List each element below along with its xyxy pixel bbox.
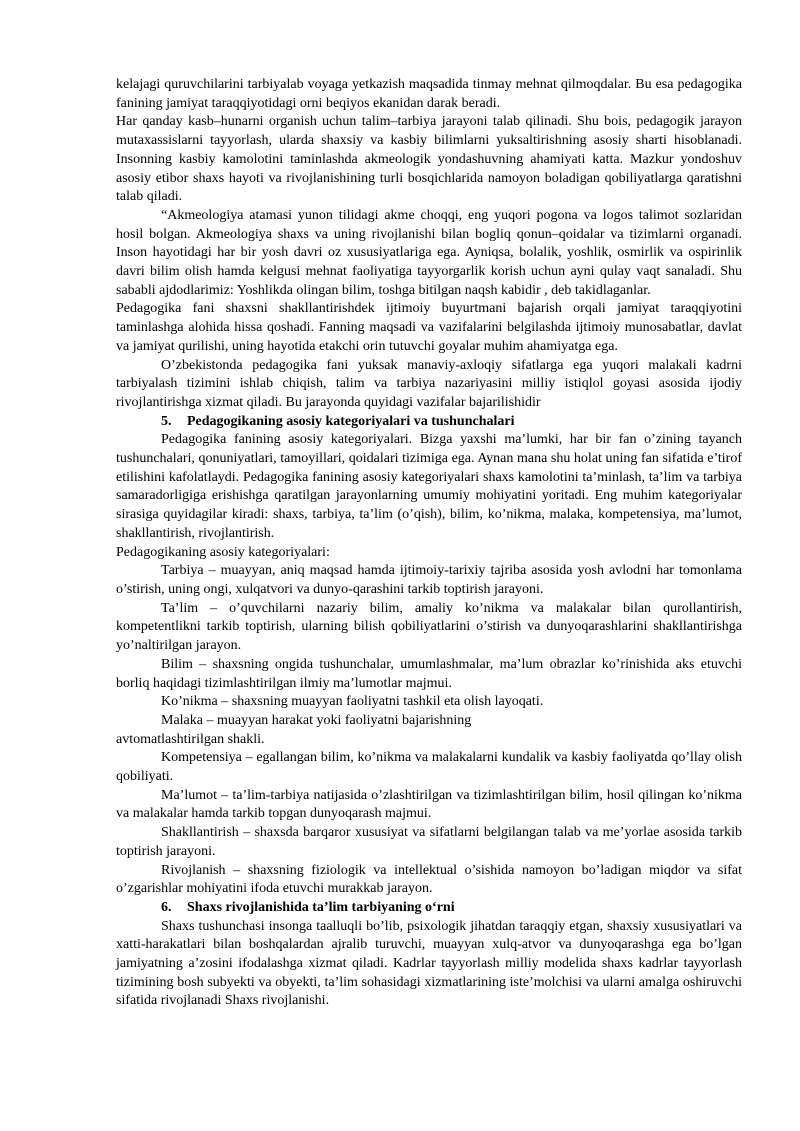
- definition-tarbiya: Tarbiya – muayyan, aniq maqsad hamda ijtimoiy-tarixiy tajriba asosida yosh avlodni har tomonlama o’stirish, uning ongi, xulqatvori va dunyo-qarashini tarkib toptirish jarayoni.: [116, 563, 742, 597]
- heading-number: 5.: [161, 413, 172, 429]
- document-page: [116, 76, 742, 1011]
- section-heading-6: [116, 899, 742, 918]
- definition-talim: Ta’lim – o’quvchilarni nazariy bilim, amaliy ko’nikma va malakalar bilan qurollantirish, kompetentlikni tarkib toptirish, ularning bilish qobiliyatlarini o’stirish va dunyoqarashlarini shakllantirishga yo’naltirilgan jarayon.: [116, 600, 742, 654]
- heading-number: 6.: [161, 899, 172, 915]
- paragraph: Har qanday kasb–hunarni organish uchun talim–tarbiya jarayoni talab qilinadi. Shu bois, pedagogik jarayon mutaxassislarni tayyorlash, ularda shaxsiy va kasbiy bilimlarni yuksaltirishning asosiy sharti hisoblanadi. Insonning kasbiy kamolotini taminlashda akmeologik yondashuvning ahamiyati katta. Mazkur yondoshuv asosiy etibor shaxs hayoti va rivojlanishining turli bosqichlarida namoyon boladigan qobiliyatlarga qaratishni talab qiladi.: [116, 114, 742, 205]
- definition-kompetensiya: Kompetensiya – egallangan bilim, ko’nikma va malakalarni kundalik va kasbiy faoliyatda qo’llay olish qobiliyati.: [116, 750, 742, 785]
- definition-malaka: Malaka – muayyan harakat yoki faoliyatni bajarishning: [161, 712, 472, 728]
- definition-rivojlanish: Rivojlanish – shaxsning fiziologik va intellektual o’sishida namoyon bo’ladigan miqdor va sifat o’zgarishlar mohiyatini ifoda etuvchi murakkab jarayon.: [116, 862, 742, 897]
- paragraph: Pedagogikaning asosiy kategoriyalari:: [116, 544, 330, 560]
- definition-shakllantirish: Shakllantirish – shaxsda barqaror xususiyat va sifatlarni belgilangan talab va me’yorlae asosida tarkib toptirish jarayoni.: [116, 825, 742, 859]
- paragraph: Pedagogika fani shaxsni shakllantirishdek ijtimoiy buyurtmani bajarish orqali jamiyat taraqqiyotini taminlashga alohida hissa qoshadi. Fanning maqsadi va vazifalarini belgilashda ijtimoiy munosabatlar, davlat va jamiyat qurilishi, uning hayotida etakchi orin tutuvchi goyalar muhim ahamiyatga ega.: [116, 301, 742, 354]
- paragraph: kelajagi quruvchilarini tarbiyalab voyaga yetkazish maqsadida tinmay mehnat qilmoqdalar. Bu esa pedagogika fanining jamiyat taraqqiyotidagi orni beqiyos ekanidan darak beradi.: [116, 77, 742, 111]
- paragraph: Shaxs tushunchasi insonga taalluqli bo’lib, psixologik jihatdan taraqqiy etgan, shaxsiy xususiyatlari va xatti-harakatlari bilan boshqalardan ajralib turuvchi, muayyan xulq-atvor va dunyoqarashga ega bo’lgan jamiyatning a’zosini ifodalashga xizmat qiladi. Kadrlar tayyorlash milliy modelida shaxs kadrlar tayyorlash tizimining bosh subyekti va obyekti, ta’lim sohasidagi xizmatlarining iste’molchisi va ularni amalga oshiruvchi sifatida rivojlanadi Shaxs rivojlanishi.: [116, 918, 742, 1009]
- paragraph: Pedagogika fanining asosiy kategoriyalari. Bizga yaxshi ma’lumki, har bir fan o’zining tayanch tushunchalari, qonuniyatlari, tamoyillari, qoidalari tizimiga ega. Aynan mana shu holat uning fan sifatida e’tirof etilishini kafolatlaydi. Pedagogika fanining asosiy kategoriyalari shaxs kamolotini ta’minlash, ta’lim va tarbiya samaradorligiga erishishga qaratilgan jarayonlarning umumiy mohiyatini yoritadi. Eng muhim kategoriyalar sirasiga quyidagilar kiradi: shaxs, tarbiya, ta’lim (o’qish), bilim, ko’nikma, malaka, kompetensiya, ma’lumot, shakllantirish, rivojlantirish.: [116, 432, 742, 541]
- paragraph: O’zbekistonda pedagogika fani yuksak manaviy-axloqiy sifatlarga ega yuqori malakali kadrni tarbiyalash tizimini ishlab chiqish, talim va tarbiya nazariyasini milliy istiqlol goyasi asosida ijodiy rivojlantirishga xizmat qiladi. Bu jarayonda quyidagi vazifalar bajarilishidir: [116, 357, 742, 410]
- definition-konikma: Ko’nikma – shaxsning muayyan faoliyatni tashkil eta olish layoqati.: [161, 694, 544, 710]
- definition-bilim: Bilim – shaxsning ongida tushunchalar, umumlashmalar, ma’lum obrazlar ko’rinishida aks etuvchi borliq haqidagi tizimlashtirilgan ilmiy ma’lumotlar majmui.: [116, 656, 742, 691]
- heading-text: Shaxs rivojlanishida ta’lim tarbiyaning o‘rni: [187, 899, 455, 915]
- definition-malumot: Ma’lumot – ta’lim-tarbiya natijasida o’zlashtirilgan va tizimlashtirilgan bilim, hosil qilingan ko’nikma va malakalar hamda tarkib topgan dunyoqarash majmui.: [116, 787, 742, 822]
- section-heading-5: [116, 413, 742, 432]
- paragraph: “Akmeologiya atamasi yunon tilidagi akme choqqi, eng yuqori pogona va logos talimot sozlaridan hosil bolgan. Akmeologiya shaxs va uning rivojlanishi bilan bogliq qonun–qoidalar va tizimlarni organadi. Inson hayotidagi har bir yosh davri oz xususiyatlariga ega. Ayniqsa, bolalik, yoshlik, osmirlik va ospirinlik davri bilim olish hamda kelgusi mehnat faoliyatiga tayyorgarlik korish uchun ayni qulay vaqt sanaladi. Shu sababli ajdodlarimiz: Yoshlikda olingan bilim, toshga bitilgan naqsh kabidir , deb takidlaganlar.: [116, 207, 742, 298]
- heading-text: Pedagogikaning asosiy kategoriyalari va tushunchalari: [187, 413, 515, 429]
- definition-malaka-continued: avtomatlashtirilgan shakli.: [116, 731, 265, 747]
